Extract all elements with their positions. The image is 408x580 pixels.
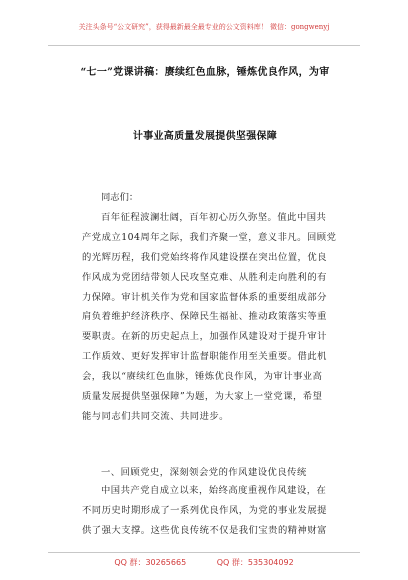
section-heading-1: 一、回顾党史，深刻领会党的作风建设优良传统 <box>101 467 307 478</box>
paragraph-line: 质量发展提供坚强保障”为题，为大家上一堂党课，希望 <box>82 391 323 403</box>
footer-divider <box>48 552 360 553</box>
paragraph-2 <box>0 481 408 541</box>
footer <box>0 557 408 568</box>
paragraph-line: 会，我以“赓续红色血脉，锤炼优良作风，为审计事业高 <box>82 371 323 383</box>
header-divider <box>48 45 360 46</box>
paragraph-line: 作风成为党团结带领人民攻坚克难、从胜利走向胜利的有 <box>82 271 327 283</box>
paragraph-line: 百年征程波澜壮阔，百年初心历久弥坚。值此中国共 <box>101 212 327 223</box>
paragraph-line: 工作质效、更好发挥审计监督职能作用至关重要。借此机 <box>82 351 327 363</box>
document-title-line-1: “七一”党课讲稿：赓续红色血脉，锤炼优良作风，为审 <box>80 67 330 78</box>
header-banner: 关注头条号“公文研究”，获得最新最全最专业的公文资料库！ 微信：gongwenyj <box>78 23 330 31</box>
paragraph-1 <box>0 208 408 427</box>
greeting: 同志们： <box>101 192 139 203</box>
paragraph-line: 力保障。审计机关作为党和国家监督体系的重要组成部分 <box>82 291 327 303</box>
paragraph-line: 供了强大支撑。这些优良传统不仅是我们宝贵的精神财富 <box>82 524 327 536</box>
paragraph-line: 肩负着维护经济秩序、保障民生福祉、推动政策落实等重 <box>82 311 327 323</box>
document-title-line-2: 计事业高质量发展提供坚强保障 <box>132 131 278 142</box>
paragraph-line: 的光辉历程，我们党始终将作风建设摆在突出位置，优良 <box>82 251 327 263</box>
paragraph-line: 不同历史时期形成了一系列优良作风，为党的事业发展提 <box>82 504 327 516</box>
paragraph-line: 能与同志们共同交流、共同进步。 <box>82 410 229 422</box>
paragraph-line: 产党成立104周年之际，我们齐聚一堂，意义非凡。回顾党 <box>82 231 337 243</box>
footer-qq-group-1: QQ 群：30265665 <box>114 558 187 567</box>
paragraph-line: 中国共产党自成立以来，始终高度重视作风建设，在 <box>101 485 327 496</box>
paragraph-line: 要职责。在新的历史起点上，加强作风建设对于提升审计 <box>82 331 327 343</box>
footer-qq-group-2: QQ 群：535304092 <box>216 558 294 567</box>
